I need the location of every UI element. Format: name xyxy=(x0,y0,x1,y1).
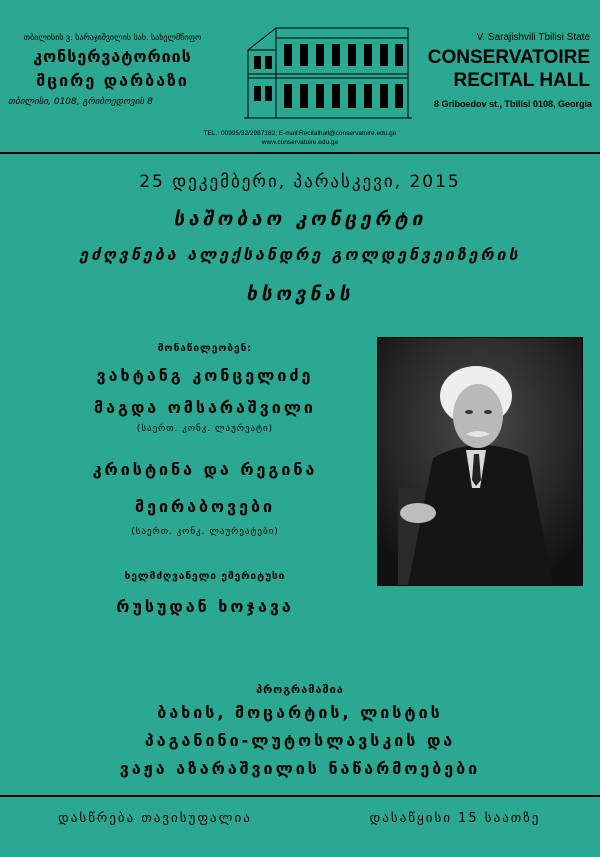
header-left-title-line1: კონსერვატორიის xyxy=(33,47,192,66)
building-logo xyxy=(240,12,420,124)
performer-note-1: (საერთ. კონკ. ლაურეატი) xyxy=(136,424,274,434)
header-divider xyxy=(0,152,600,154)
event-title-line3: ხსოვნას xyxy=(246,283,354,305)
event-title-line2: ეძღვნება ალექსანდრე გოლდენვეიზერის xyxy=(79,245,521,264)
footer-start-time: დასაწყისი 15 საათზე xyxy=(369,811,541,826)
header-right-title-line2: RECITAL HALL xyxy=(453,70,590,91)
program-heading: პროგრამაშია xyxy=(256,683,344,696)
performer-name-2: მაგდა ომსარაშვილი xyxy=(94,398,316,417)
header-left-caption: თბილისის ვ. სარაჯიშვილის სახ. სახელმწიფო xyxy=(23,33,202,42)
performer-duo-line2: მეირაბოვები xyxy=(135,497,275,516)
header-left-address: თბილისი, 0108, გრიბოედოვის 8 xyxy=(8,97,153,107)
footer-divider xyxy=(0,795,600,797)
program-line3: ვაჟა აზარაშვილის ნაწარმოებები xyxy=(119,759,481,778)
mentor-title: ხელმძღვანელი ემერიტუსი xyxy=(124,571,286,582)
performer-note-2: (საერთ. კონკ. ლაურეატები) xyxy=(131,527,279,537)
portrait-photo xyxy=(377,337,583,586)
performers-heading: მონაწილეობენ: xyxy=(157,343,253,354)
header-right-caption: V. Sarajishvili Tbilisi State xyxy=(476,32,590,43)
portrait-figure-icon xyxy=(378,338,582,585)
performer-duo-line1: კრისტინა და რეგინა xyxy=(92,460,318,479)
program-line1: ბახის, მოცარტის, ლისტის xyxy=(157,703,443,722)
event-date: 25 დეკემბერი, პარასკევი, 2015 xyxy=(139,172,461,192)
header-right-title-line1: CONSERVATOIRE xyxy=(427,47,590,68)
mentor-name: რუსუდან ხოჯავა xyxy=(116,597,294,616)
footer-admission: დასწრება თავისუფალია xyxy=(58,811,252,826)
event-title-line1: საშობაო კონცერტი xyxy=(173,208,427,230)
program-line2: პაგანინი-ლუტოსლავსკის და xyxy=(144,731,456,750)
header-left-title-line2: მცირე დარბაზი xyxy=(36,71,189,90)
header-contact-line2: www.conservatoire.edu.ge xyxy=(261,139,339,146)
header-right-address: 8 Griboedov st., Tbilisi 0108, Georgia xyxy=(433,99,592,109)
header-contact-line1: TEL.: 00995/32/2987182; E-mail:Recitalhall@conservatoire.edu.ge xyxy=(203,130,397,137)
performer-name-1: ვახტანგ კონცელიძე xyxy=(96,366,314,385)
